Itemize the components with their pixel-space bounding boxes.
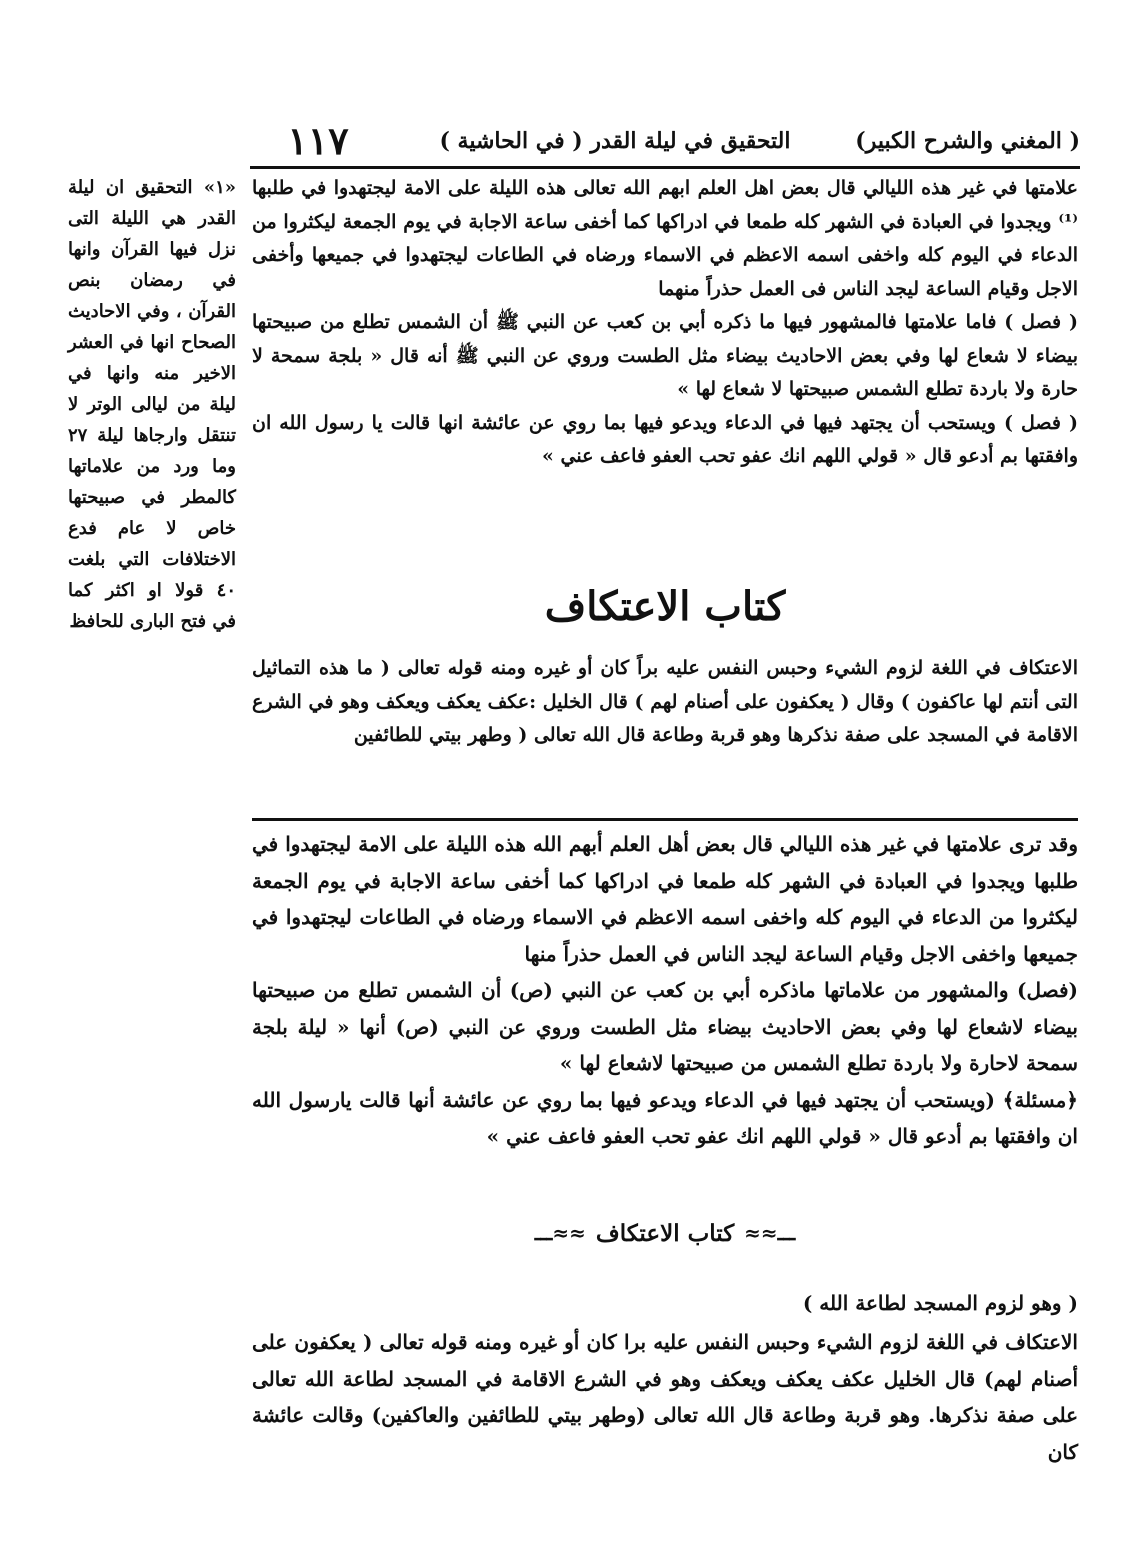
commentary-block-1 <box>252 172 1078 474</box>
ornamented-chapter-heading <box>252 1211 1078 1255</box>
section-divider <box>252 818 1078 821</box>
chapter-heading: كتاب الاعتكاف <box>544 583 786 630</box>
sub-heading: ( وهو لزوم المسجد لطاعة الله ) <box>802 1291 1078 1315</box>
book-title: ( المغني والشرح الكبير) <box>855 128 1080 154</box>
ornament-right-icon: ≈≈ـــ <box>744 1221 796 1245</box>
commentary-paragraph: علامتها في غير هذه الليالي قال بعض اهل العلم ابهم الله تعالى هذه الليلة على الامة ليجتهدوا في طلبها ⁽¹⁾ ويجدوا في العبادة في الشهر كله طمعا في ادراكها كما أخفى ساعة الاجابة في يوم الجمعة ليكثروا من الدعاء في اليوم كله واخفى اسمه الاعظم في الاسماء ورضاه في الطاعات ليجتهدوا في جميعها وأخفى الاجل وقيام الساعة ليجد الناس فى العمل حذراً منهما <box>252 177 1078 300</box>
page-number: ١١٧ <box>287 118 349 163</box>
commentary-paragraph: ( فصل ) ويستحب أن يجتهد فيها في الدعاء ويدعو فيها بما روي عن عائشة انها قالت يا رسول الله ان وافقتها بم أدعو قال « قولي اللهم انك عفو تحب العفو فاعف عني » <box>252 411 1078 467</box>
commentary-paragraph: الاعتكاف في اللغة لزوم الشيء وحبس النفس عليه براً كان أو غيره ومنه قوله تعالى ( ما هذه التماثيل التى أنتم لها عاكفون ) وقال ( يعكفون على أصنام لهم ) قال الخليل :عكف يعكف ويعكف وهو في الشرع الاقامة في المسجد على صفة نذكرها وهو قربة وطاعة قال الله تعالى ( وطهر بيتي للطائفين <box>252 657 1078 746</box>
matn-block-2 <box>252 1324 1078 1470</box>
chapter-heading: كتاب الاعتكاف <box>595 1219 735 1247</box>
margin-footnote: «١» التحقيق ان ليلة القدر هي الليلة التى نزل فيها القرآن وانها في رمضان بنص القرآن ، وفي الاحاديث الصحاح انها في العشر الاخير منه وانها في ليلة من ليالى الوتر لا تنتقل وارجاها ليلة ٢٧ وما ورد من علاماتها كالمطر في صبيحتها خاص لا عام فدع الاختلافات التي بلغت ٤٠ قولا او اكثر كما في فتح البارى للحافظ <box>68 177 236 632</box>
commentary-block-2 <box>252 652 1078 753</box>
section-title: التحقيق في ليلة القدر ( في الحاشية ) <box>439 128 791 154</box>
ornament-left-icon: ـــ≈≈ <box>534 1221 586 1245</box>
matn-paragraph: وقد ترى علامتها في غير هذه الليالي قال بعض أهل العلم أبهم الله هذه الليلة على الامة ليجتهدوا في طلبها ويجدوا في العبادة في الشهر كله طمعا في ادراكها كما أخفى ساعة الاجابة في يوم الجمعة ليكثروا من الدعاء في اليوم كله واخفى اسمه الاعظم في الاسماء ورضاه في الطاعات ليجتهدوا في جميعها واخفى الاجل وقيام الساعة ليجد الناس في العمل حذراً منها <box>252 832 1078 966</box>
header-rule <box>250 166 1080 169</box>
matn-paragraph: الاعتكاف في اللغة لزوم الشيء وحبس النفس عليه برا كان أو غيره ومنه قوله تعالى ( يعكفون على أصنام لهم) قال الخليل عكف يعكف ويعكف وهو في الشرع الاقامة في المسجد لطاعة الله تعالى على صفة نذكرها. وهو قربة وطاعة قال الله تعالى (وطهر بيتي للطائفين والعاكفين) وقالت عائشة كان <box>252 1330 1079 1464</box>
commentary-paragraph: ( فصل ) فاما علامتها فالمشهور فيها ما ذكره أبي بن كعب عن النبي ﷺ أن الشمس تطلع من صبيحتها بيضاء لا شعاع لها وفي بعض الاحاديث بيضاء مثل الطست وروي عن النبي ﷺ أنه قال « بلجة سمحة لا حارة ولا باردة تطلع الشمس صبيحتها لا شعاع لها » <box>252 311 1079 400</box>
matn-paragraph: ﴿مسئلة﴾ (ويستحب أن يجتهد فيها في الدعاء ويدعو فيها بما روي عن عائشة أنها قالت يارسول الله ان وافقتها بم أدعو قال « قولي اللهم انك عفو تحب العفو فاعف عني » <box>252 1087 1078 1148</box>
matn-paragraph: (فصل) والمشهور من علاماتها ماذكره أبي بن كعب عن النبي (ص) أن الشمس تطلع من صبيحتها بيضاء لاشعاع لها وفي بعض الاحاديث بيضاء مثل الطست وروي عن النبي (ص) أنها « ليلة بلجة سمحة لاحارة ولا باردة تطلع الشمس من صبيحتها لاشعاع لها » <box>252 978 1078 1075</box>
matn-block-1 <box>252 826 1078 1155</box>
